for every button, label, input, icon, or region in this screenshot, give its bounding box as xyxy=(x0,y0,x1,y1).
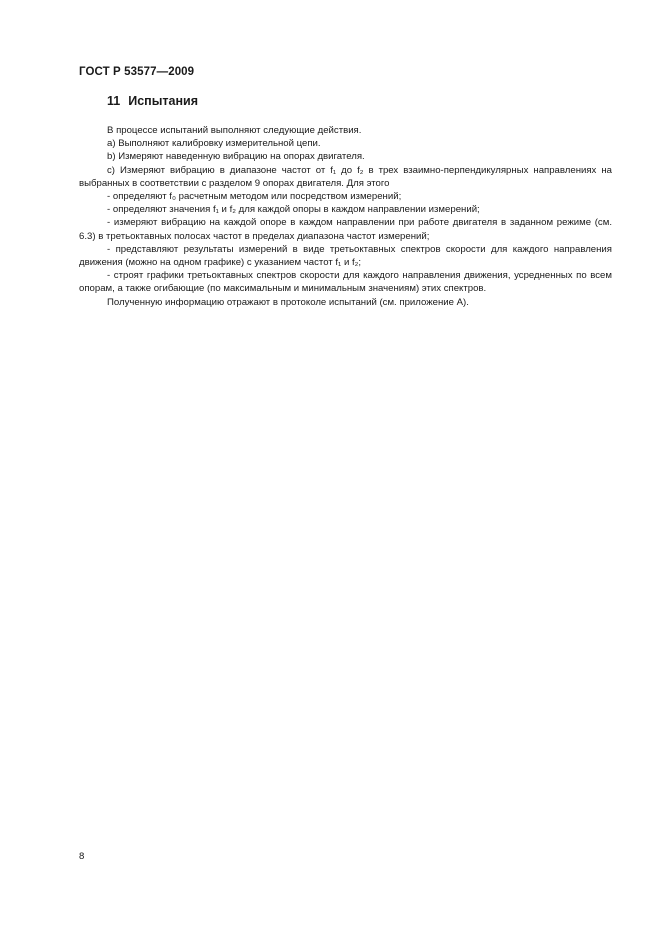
paragraph-dash-3: - измеряют вибрацию на каждой опоре в каждом направлении при работе двигателя в заданном режиме (см. 6.3) в третьоктавных полосах частот в пределах диапазона частот измерений; xyxy=(79,217,612,242)
paragraph-dash-5: - строят графики третьоктавных спектров скорости для каждого направления движения, усредненных по всем опорам, а также огибающие (по максимальным и минимальным значениям) этих спектров. xyxy=(79,270,612,295)
paragraph-dash-4: - представляют результаты измерений в виде третьоктавных спектров скорости для каждого направления движения (можно на одном графике) с указанием частот f₁ и f₂; xyxy=(79,243,612,269)
paragraph-item-a: а) Выполняют калибровку измерительной цепи. xyxy=(107,138,321,150)
section-heading xyxy=(107,94,198,108)
paragraph-conclusion: Полученную информацию отражают в протоколе испытаний (см. приложение А). xyxy=(107,296,469,308)
paragraph-item-c: с) Измеряют вибрацию в диапазоне частот от f₁ до f₂ в трех взаимно-перпендикулярных направлениях на выбранных в соответствии с разделом 9 опорах двигателя. Для этого xyxy=(79,164,612,189)
page-number: 8 xyxy=(79,851,85,862)
section-title: Испытания xyxy=(128,94,198,108)
document-header: ГОСТ Р 53577—2009 xyxy=(79,66,195,78)
paragraph-item-b: b) Измеряют наведенную вибрацию на опорах двигателя. xyxy=(107,151,365,163)
paragraph-dash-1: - определяют f₀ расчетным методом или посредством измерений; xyxy=(107,191,402,203)
section-body xyxy=(79,124,612,309)
section-number: 11 xyxy=(107,94,121,108)
paragraph-dash-2: - определяют значения f₁ и f₂ для каждой опоры в каждом направлении измерений; xyxy=(107,204,480,216)
paragraph-intro: В процессе испытаний выполняют следующие действия. xyxy=(107,125,362,136)
